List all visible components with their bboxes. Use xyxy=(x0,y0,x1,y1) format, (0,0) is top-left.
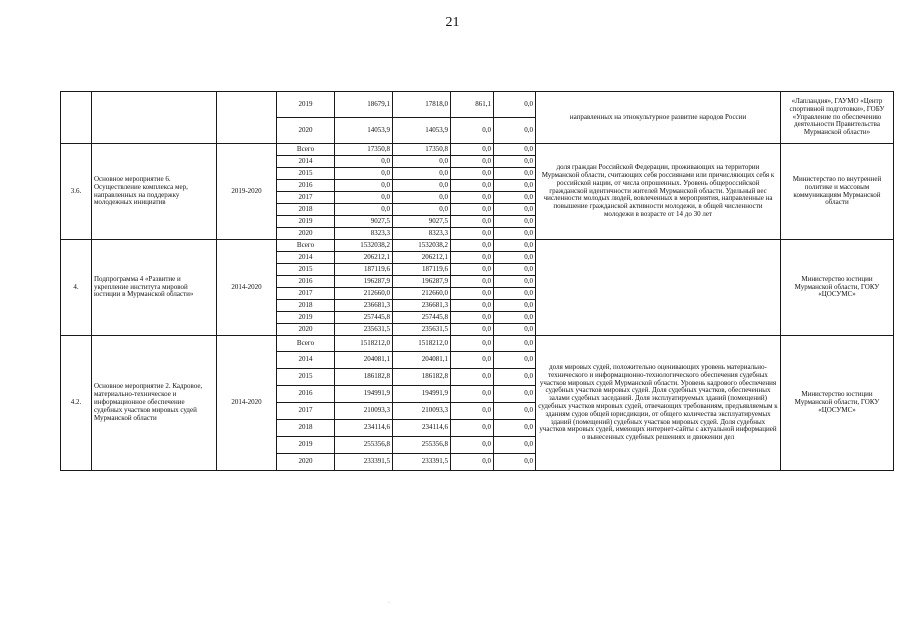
regional-budget-cell: 1532038,2 xyxy=(393,240,451,252)
other-sources-cell: 0,0 xyxy=(494,454,536,471)
row-name-cell xyxy=(92,92,217,144)
federal-budget-cell: 0,0 xyxy=(451,216,494,228)
row-number-cell: 3.6. xyxy=(61,144,92,240)
regional-budget-cell: 206212,1 xyxy=(393,252,451,264)
total-funding-cell: 257445,8 xyxy=(335,312,393,324)
year-cell: 2020 xyxy=(277,454,335,471)
regional-budget-cell: 186182,8 xyxy=(393,369,451,386)
executor-cell: «Лапландия», ГАУМО «Центр спортивной подготовки», ГОБУ «Управление по обеспечению деятельности Правительства Мурманской области» xyxy=(781,92,894,144)
total-funding-cell: 18679,1 xyxy=(335,92,393,118)
total-funding-cell: 1532038,2 xyxy=(335,240,393,252)
total-funding-cell: 194991,9 xyxy=(335,386,393,403)
other-sources-cell: 0,0 xyxy=(494,92,536,118)
federal-budget-cell: 0,0 xyxy=(451,437,494,454)
total-funding-cell: 187119,6 xyxy=(335,264,393,276)
year-cell: 2015 xyxy=(277,264,335,276)
regional-budget-cell: 1518212,0 xyxy=(393,336,451,352)
total-funding-cell: 17350,8 xyxy=(335,144,393,156)
table-row xyxy=(61,92,894,118)
executor-cell: Министерство юстиции Мурманской области, ГОКУ «ЦОСУМС» xyxy=(781,336,894,471)
other-sources-cell: 0,0 xyxy=(494,192,536,204)
regional-budget-cell: 233391,5 xyxy=(393,454,451,471)
total-funding-cell: 1518212,0 xyxy=(335,336,393,352)
federal-budget-cell: 0,0 xyxy=(451,312,494,324)
total-funding-cell: 212660,0 xyxy=(335,288,393,300)
total-funding-cell: 0,0 xyxy=(335,192,393,204)
year-cell: Всего xyxy=(277,336,335,352)
year-cell: 2014 xyxy=(277,156,335,168)
regional-budget-cell: 234114,6 xyxy=(393,420,451,437)
year-cell: 2015 xyxy=(277,369,335,386)
other-sources-cell: 0,0 xyxy=(494,288,536,300)
year-cell: 2020 xyxy=(277,118,335,144)
federal-budget-cell: 0,0 xyxy=(451,118,494,144)
total-funding-cell: 236681,3 xyxy=(335,300,393,312)
year-cell: 2019 xyxy=(277,312,335,324)
year-cell: 2020 xyxy=(277,228,335,240)
other-sources-cell: 0,0 xyxy=(494,144,536,156)
other-sources-cell: 0,0 xyxy=(494,118,536,144)
other-sources-cell: 0,0 xyxy=(494,216,536,228)
total-funding-cell: 14053,9 xyxy=(335,118,393,144)
table-row xyxy=(61,336,894,352)
total-funding-cell: 196287,9 xyxy=(335,276,393,288)
regional-budget-cell: 196287,9 xyxy=(393,276,451,288)
federal-budget-cell: 0,0 xyxy=(451,386,494,403)
page-number: 21 xyxy=(445,15,460,30)
year-cell: 2016 xyxy=(277,276,335,288)
other-sources-cell: 0,0 xyxy=(494,386,536,403)
indicator-description xyxy=(536,240,781,336)
other-sources-cell: 0,0 xyxy=(494,204,536,216)
regional-budget-cell: 0,0 xyxy=(393,168,451,180)
regional-budget-cell: 194991,9 xyxy=(393,386,451,403)
year-cell: 2018 xyxy=(277,420,335,437)
federal-budget-cell: 0,0 xyxy=(451,420,494,437)
total-funding-cell: 8323,3 xyxy=(335,228,393,240)
other-sources-cell: 0,0 xyxy=(494,369,536,386)
year-cell: 2020 xyxy=(277,324,335,336)
regional-budget-cell: 8323,3 xyxy=(393,228,451,240)
federal-budget-cell: 0,0 xyxy=(451,369,494,386)
activity-name-cell: Подпрограмма 4 «Развитие и укрепление института мировой юстиции в Мурманской области» xyxy=(92,240,217,336)
year-cell: 2017 xyxy=(277,403,335,420)
total-funding-cell: 255356,8 xyxy=(335,437,393,454)
table-row xyxy=(61,240,894,252)
executor-cell: Министерство юстиции Мурманской области, ГОКУ «ЦОСУМС» xyxy=(781,240,894,336)
year-cell: 2016 xyxy=(277,386,335,403)
federal-budget-cell: 0,0 xyxy=(451,403,494,420)
year-cell: 2018 xyxy=(277,300,335,312)
regional-budget-cell: 187119,6 xyxy=(393,264,451,276)
year-cell: 2019 xyxy=(277,216,335,228)
year-cell: 2015 xyxy=(277,168,335,180)
regional-budget-cell: 0,0 xyxy=(393,180,451,192)
federal-budget-cell: 0,0 xyxy=(451,276,494,288)
other-sources-cell: 0,0 xyxy=(494,420,536,437)
row-number-cell xyxy=(61,92,92,144)
regional-budget-cell: 17818,0 xyxy=(393,92,451,118)
other-sources-cell: 0,0 xyxy=(494,276,536,288)
indicator-description: направленных на этнокультурное развитие народов России xyxy=(536,92,781,144)
period-cell: 2014-2020 xyxy=(217,240,277,336)
total-funding-cell: 206212,1 xyxy=(335,252,393,264)
federal-budget-cell: 0,0 xyxy=(451,336,494,352)
other-sources-cell: 0,0 xyxy=(494,252,536,264)
federal-budget-cell: 861,1 xyxy=(451,92,494,118)
regional-budget-cell: 236681,3 xyxy=(393,300,451,312)
executor-cell: Министерство по внутренней политике и массовым коммуникациям Мурманской области xyxy=(781,144,894,240)
regional-budget-cell: 255356,8 xyxy=(393,437,451,454)
year-cell: Всего xyxy=(277,240,335,252)
activity-name-cell: Основное мероприятие 6. Осуществление комплекса мер, направленных на поддержку молодежных инициатив xyxy=(92,144,217,240)
other-sources-cell: 0,0 xyxy=(494,324,536,336)
total-funding-cell: 210093,3 xyxy=(335,403,393,420)
total-funding-cell: 9027,5 xyxy=(335,216,393,228)
year-cell: 2014 xyxy=(277,352,335,369)
federal-budget-cell: 0,0 xyxy=(451,180,494,192)
total-funding-cell: 234114,6 xyxy=(335,420,393,437)
year-cell: 2017 xyxy=(277,288,335,300)
other-sources-cell: 0,0 xyxy=(494,156,536,168)
regional-budget-cell: 235631,5 xyxy=(393,324,451,336)
total-funding-cell: 0,0 xyxy=(335,180,393,192)
activity-name-cell: Основное мероприятие 2. Кадровое, материально-техническое и информационное обеспечение судебных участков мировых судей Мурманской области xyxy=(92,336,217,471)
regional-budget-cell: 212660,0 xyxy=(393,288,451,300)
year-cell: 2019 xyxy=(277,92,335,118)
other-sources-cell: 0,0 xyxy=(494,168,536,180)
year-cell: Всего xyxy=(277,144,335,156)
other-sources-cell: 0,0 xyxy=(494,264,536,276)
table-row xyxy=(61,144,894,156)
regional-budget-cell: 210093,3 xyxy=(393,403,451,420)
total-funding-cell: 235631,5 xyxy=(335,324,393,336)
total-funding-cell: 0,0 xyxy=(335,156,393,168)
other-sources-cell: 0,0 xyxy=(494,228,536,240)
regional-budget-cell: 204081,1 xyxy=(393,352,451,369)
federal-budget-cell: 0,0 xyxy=(451,168,494,180)
other-sources-cell: 0,0 xyxy=(494,300,536,312)
year-cell: 2014 xyxy=(277,252,335,264)
other-sources-cell: 0,0 xyxy=(494,403,536,420)
federal-budget-cell: 0,0 xyxy=(451,352,494,369)
total-funding-cell: 0,0 xyxy=(335,204,393,216)
total-funding-cell: 186182,8 xyxy=(335,369,393,386)
other-sources-cell: 0,0 xyxy=(494,180,536,192)
regional-budget-cell: 0,0 xyxy=(393,156,451,168)
regional-budget-cell: 0,0 xyxy=(393,204,451,216)
row-number-cell: 4. xyxy=(61,240,92,336)
program-table xyxy=(60,91,894,471)
scan-artifact: · xyxy=(388,600,390,606)
federal-budget-cell: 0,0 xyxy=(451,300,494,312)
federal-budget-cell: 0,0 xyxy=(451,204,494,216)
year-cell: 2019 xyxy=(277,437,335,454)
regional-budget-cell: 14053,9 xyxy=(393,118,451,144)
federal-budget-cell: 0,0 xyxy=(451,324,494,336)
federal-budget-cell: 0,0 xyxy=(451,144,494,156)
row-number-cell: 4.2. xyxy=(61,336,92,471)
federal-budget-cell: 0,0 xyxy=(451,240,494,252)
period-cell xyxy=(217,92,277,144)
other-sources-cell: 0,0 xyxy=(494,437,536,454)
federal-budget-cell: 0,0 xyxy=(451,252,494,264)
total-funding-cell: 204081,1 xyxy=(335,352,393,369)
federal-budget-cell: 0,0 xyxy=(451,264,494,276)
federal-budget-cell: 0,0 xyxy=(451,156,494,168)
other-sources-cell: 0,0 xyxy=(494,240,536,252)
federal-budget-cell: 0,0 xyxy=(451,228,494,240)
regional-budget-cell: 17350,8 xyxy=(393,144,451,156)
federal-budget-cell: 0,0 xyxy=(451,288,494,300)
regional-budget-cell: 0,0 xyxy=(393,192,451,204)
total-funding-cell: 233391,5 xyxy=(335,454,393,471)
regional-budget-cell: 257445,8 xyxy=(393,312,451,324)
indicator-description: доля граждан Российской Федерации, проживающих на территории Мурманской области, считающих себя россиянами или причисляющих себя к российской нации, от числа опрошенных. Уровень общероссийской гражданской идентичности жителей Мурманской области. Удельный вес численности молодых людей, вовлеченных в мероприятия, направленные на повышение гражданской активности молодежи, в общей численности молодежи в возрасте от 14 до 30 лет xyxy=(536,144,781,240)
indicator-description: доля мировых судей, положительно оценивающих уровень материально-технического и информационно-технологического обеспечения судебных участков мировых судей Мурманской области. Уровень кадрового обеспечения судебных участков мировых судей. Доля судебных участков, обеспеченных залами судебных заседаний. Доля эксплуатируемых зданий (помещений) судебных участков мировых судей, отвечающих требованиям, предъявляемым к зданиям судов общей юрисдикции, от общего количества эксплуатируемых зданий (помещений) судебных участков мировых судей. Доля судебных участков мировых судей, имеющих интернет-сайты с актуальной информацией о вынесенных судебных решениях и движении дел xyxy=(536,336,781,471)
regional-budget-cell: 9027,5 xyxy=(393,216,451,228)
other-sources-cell: 0,0 xyxy=(494,352,536,369)
year-cell: 2016 xyxy=(277,180,335,192)
year-cell: 2018 xyxy=(277,204,335,216)
federal-budget-cell: 0,0 xyxy=(451,454,494,471)
period-cell: 2019-2020 xyxy=(217,144,277,240)
other-sources-cell: 0,0 xyxy=(494,312,536,324)
federal-budget-cell: 0,0 xyxy=(451,192,494,204)
other-sources-cell: 0,0 xyxy=(494,336,536,352)
period-cell: 2014-2020 xyxy=(217,336,277,471)
total-funding-cell: 0,0 xyxy=(335,168,393,180)
year-cell: 2017 xyxy=(277,192,335,204)
